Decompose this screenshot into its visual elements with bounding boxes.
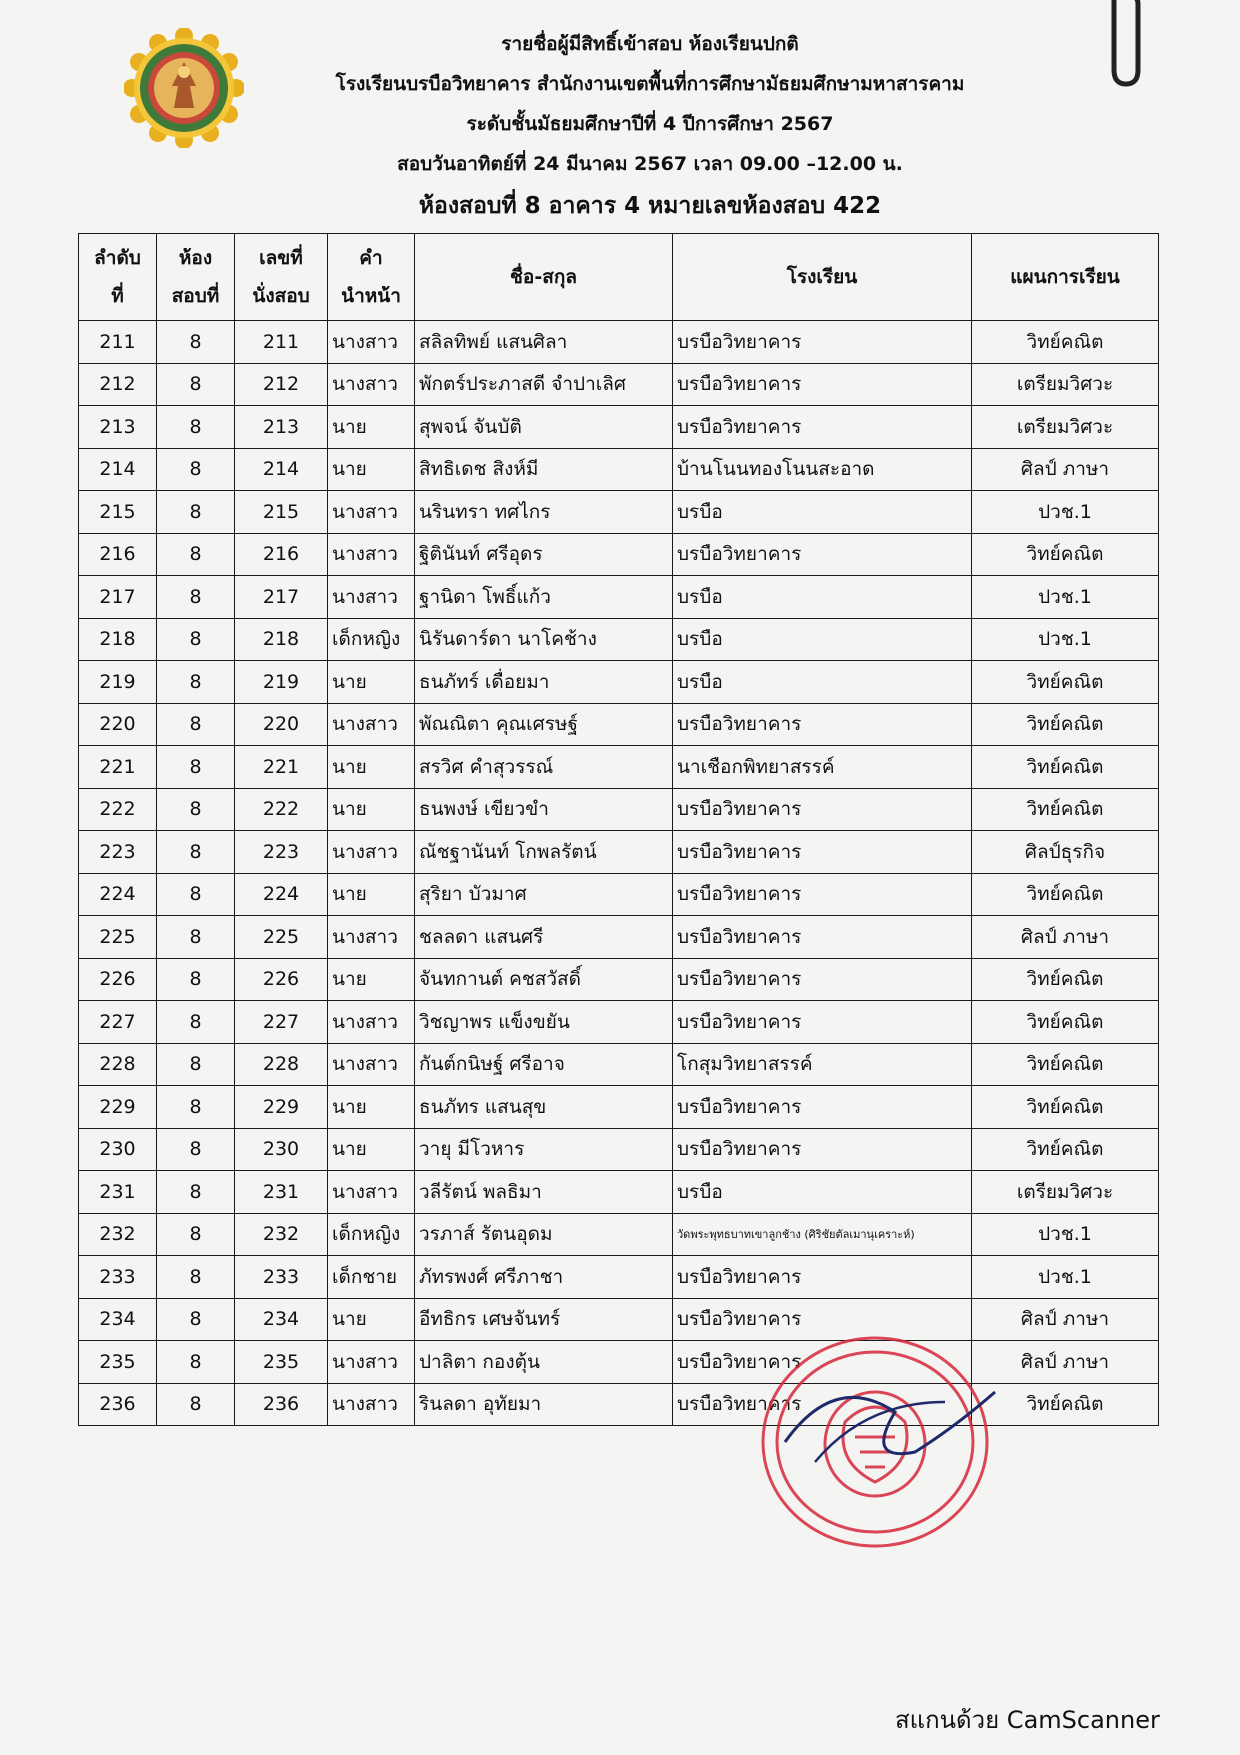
row-prefix: เด็กหญิง [328, 1213, 415, 1256]
row-plan: ศิลป์ ภาษา [972, 448, 1159, 491]
table-row [79, 746, 1159, 789]
row-seat: 223 [235, 831, 328, 874]
row-no: 221 [79, 746, 157, 789]
row-name: สรวิศ คำสุวรรณ์ [415, 746, 673, 789]
row-school: นาเชือกพิทยาสรรค์ [673, 746, 972, 789]
row-seat: 219 [235, 661, 328, 704]
row-name: พัณณิตา คุณเศรษฐ์ [415, 703, 673, 746]
row-prefix: นาย [328, 746, 415, 789]
row-prefix: นางสาว [328, 533, 415, 576]
row-name: สุริยา บัวมาศ [415, 873, 673, 916]
row-school: บรบือวิทยาคาร [673, 406, 972, 449]
row-room: 8 [157, 533, 235, 576]
row-room: 8 [157, 491, 235, 534]
row-seat: 236 [235, 1383, 328, 1426]
col-header-name: ชื่อ-สกุล [415, 234, 673, 321]
row-plan: วิทย์คณิต [972, 1043, 1159, 1086]
row-room: 8 [157, 1298, 235, 1341]
row-plan: ปวช.1 [972, 576, 1159, 619]
row-plan: เตรียมวิศวะ [972, 1171, 1159, 1214]
scanner-watermark: สแกนด้วย CamScanner [895, 1706, 1160, 1734]
table-row [79, 576, 1159, 619]
row-room: 8 [157, 363, 235, 406]
row-room: 8 [157, 1341, 235, 1384]
row-room: 8 [157, 1171, 235, 1214]
row-plan: วิทย์คณิต [972, 746, 1159, 789]
table-row [79, 1043, 1159, 1086]
table-row [79, 1171, 1159, 1214]
row-prefix: นางสาว [328, 363, 415, 406]
row-seat: 226 [235, 958, 328, 1001]
row-prefix: นาย [328, 1298, 415, 1341]
header-level: ระดับชั้นมัธยมศึกษาปีที่ 4 ปีการศึกษา 2567 [466, 113, 834, 135]
col-header-no: ลำดับ ที่ [79, 234, 157, 321]
row-seat: 213 [235, 406, 328, 449]
row-seat: 232 [235, 1213, 328, 1256]
row-school: บรบือ [673, 1171, 972, 1214]
row-no: 233 [79, 1256, 157, 1299]
row-name: ธนพงษ์ เขียวขำ [415, 788, 673, 831]
row-name: วลีรัตน์ พลธิมา [415, 1171, 673, 1214]
row-name: ณัชฐานันท์ โกพลรัตน์ [415, 831, 673, 874]
row-prefix: นาย [328, 1086, 415, 1129]
row-room: 8 [157, 448, 235, 491]
row-school: บรบือ [673, 576, 972, 619]
row-seat: 224 [235, 873, 328, 916]
row-no: 224 [79, 873, 157, 916]
row-name: ธนภัทร์ เดื่อยมา [415, 661, 673, 704]
col-header-school: โรงเรียน [673, 234, 972, 321]
row-no: 232 [79, 1213, 157, 1256]
row-room: 8 [157, 916, 235, 959]
row-seat: 228 [235, 1043, 328, 1086]
row-seat: 230 [235, 1128, 328, 1171]
row-school: บรบือวิทยาคาร [673, 1256, 972, 1299]
table-row [79, 533, 1159, 576]
row-plan: ปวช.1 [972, 1213, 1159, 1256]
row-prefix: เด็กชาย [328, 1256, 415, 1299]
row-name: รินลดา อุทัยมา [415, 1383, 673, 1426]
header-room: ห้องสอบที่ 8 อาคาร 4 หมายเลขห้องสอบ 422 [418, 193, 882, 219]
table-row [79, 788, 1159, 831]
row-seat: 216 [235, 533, 328, 576]
row-prefix: นางสาว [328, 703, 415, 746]
row-name: วิชญาพร แข็งขยัน [415, 1001, 673, 1044]
row-no: 227 [79, 1001, 157, 1044]
row-seat: 215 [235, 491, 328, 534]
row-school: บ้านโนนทองโนนสะอาด [673, 448, 972, 491]
row-school: บรบือวิทยาคาร [673, 873, 972, 916]
row-room: 8 [157, 618, 235, 661]
row-no: 226 [79, 958, 157, 1001]
row-plan: วิทย์คณิต [972, 703, 1159, 746]
row-no: 217 [79, 576, 157, 619]
roster-body [79, 321, 1159, 1426]
school-emblem-logo [124, 28, 244, 148]
row-plan: วิทย์คณิต [972, 1383, 1159, 1426]
table-row [79, 491, 1159, 534]
row-room: 8 [157, 321, 235, 364]
row-school: บรบือวิทยาคาร [673, 1341, 972, 1384]
row-seat: 231 [235, 1171, 328, 1214]
row-school: บรบือวิทยาคาร [673, 1001, 972, 1044]
row-name: ฐิตินันท์ ศรีอุดร [415, 533, 673, 576]
table-row [79, 1256, 1159, 1299]
row-plan: ปวช.1 [972, 618, 1159, 661]
row-name: วายุ มีโวหาร [415, 1128, 673, 1171]
row-no: 213 [79, 406, 157, 449]
row-school: บรบือวิทยาคาร [673, 958, 972, 1001]
row-plan: ศิลป์ ภาษา [972, 916, 1159, 959]
row-name: อีทธิกร เศษจันทร์ [415, 1298, 673, 1341]
row-prefix: นางสาว [328, 491, 415, 534]
table-row [79, 618, 1159, 661]
row-seat: 234 [235, 1298, 328, 1341]
row-school: บรบือวิทยาคาร [673, 831, 972, 874]
row-prefix: นางสาว [328, 831, 415, 874]
row-plan: ปวช.1 [972, 1256, 1159, 1299]
row-no: 231 [79, 1171, 157, 1214]
table-row [79, 1001, 1159, 1044]
row-prefix: นางสาว [328, 576, 415, 619]
row-seat: 235 [235, 1341, 328, 1384]
row-no: 236 [79, 1383, 157, 1426]
row-plan: เตรียมวิศวะ [972, 406, 1159, 449]
row-plan: ศิลป์ ภาษา [972, 1298, 1159, 1341]
row-prefix: นางสาว [328, 1001, 415, 1044]
row-no: 214 [79, 448, 157, 491]
row-prefix: นาย [328, 958, 415, 1001]
row-name: จันทกานต์ คชสวัสดิ์ [415, 958, 673, 1001]
row-school: บรบือ [673, 491, 972, 534]
exam-roster-table [78, 233, 1159, 1426]
row-school: บรบือวิทยาคาร [673, 533, 972, 576]
row-school: บรบือวิทยาคาร [673, 363, 972, 406]
row-name: ฐานิดา โพธิ์แก้ว [415, 576, 673, 619]
row-no: 218 [79, 618, 157, 661]
document-header [260, 24, 1040, 228]
row-seat: 214 [235, 448, 328, 491]
row-plan: ศิลป์ ภาษา [972, 1341, 1159, 1384]
row-prefix: นาย [328, 406, 415, 449]
row-no: 219 [79, 661, 157, 704]
row-seat: 222 [235, 788, 328, 831]
table-row [79, 363, 1159, 406]
row-plan: เตรียมวิศวะ [972, 363, 1159, 406]
row-seat: 212 [235, 363, 328, 406]
row-seat: 229 [235, 1086, 328, 1129]
table-row [79, 448, 1159, 491]
row-room: 8 [157, 746, 235, 789]
col-header-seat: เลขที่ นั่งสอบ [235, 234, 328, 321]
row-room: 8 [157, 873, 235, 916]
row-seat: 218 [235, 618, 328, 661]
row-school: บรบือวิทยาคาร [673, 321, 972, 364]
row-plan: วิทย์คณิต [972, 873, 1159, 916]
row-no: 230 [79, 1128, 157, 1171]
row-school: บรบือวิทยาคาร [673, 1086, 972, 1129]
row-seat: 211 [235, 321, 328, 364]
row-school: บรบือ [673, 618, 972, 661]
col-header-prefix: คำ นำหน้า [328, 234, 415, 321]
row-school: บรบือวิทยาคาร [673, 1298, 972, 1341]
row-no: 235 [79, 1341, 157, 1384]
table-row [79, 406, 1159, 449]
row-room: 8 [157, 576, 235, 619]
table-row [79, 661, 1159, 704]
row-school: วัดพระพุทธบาทเขาลูกช้าง (ศิริชัยตัลเมานุเคราะห์) [673, 1213, 972, 1256]
row-room: 8 [157, 1256, 235, 1299]
row-school: บรบือ [673, 661, 972, 704]
row-name: สิทธิเดช สิงห์มี [415, 448, 673, 491]
row-room: 8 [157, 1128, 235, 1171]
row-prefix: นางสาว [328, 321, 415, 364]
row-plan: วิทย์คณิต [972, 1001, 1159, 1044]
row-no: 223 [79, 831, 157, 874]
row-prefix: นาย [328, 661, 415, 704]
row-school: บรบือวิทยาคาร [673, 703, 972, 746]
row-plan: วิทย์คณิต [972, 661, 1159, 704]
row-room: 8 [157, 1086, 235, 1129]
row-room: 8 [157, 831, 235, 874]
row-name: นรินทรา ทศไกร [415, 491, 673, 534]
row-room: 8 [157, 1383, 235, 1426]
row-plan: ปวช.1 [972, 491, 1159, 534]
table-row [79, 1128, 1159, 1171]
row-prefix: นาย [328, 448, 415, 491]
row-seat: 220 [235, 703, 328, 746]
table-header-row [79, 234, 1159, 321]
row-name: ธนภัทร แสนสุข [415, 1086, 673, 1129]
row-no: 225 [79, 916, 157, 959]
row-no: 215 [79, 491, 157, 534]
table-row [79, 1213, 1159, 1256]
table-row [79, 703, 1159, 746]
row-plan: วิทย์คณิต [972, 958, 1159, 1001]
paper-clip-icon [1100, 0, 1148, 90]
row-plan: วิทย์คณิต [972, 1086, 1159, 1129]
col-header-room: ห้อง สอบที่ [157, 234, 235, 321]
official-seal-stamp [745, 1332, 1005, 1552]
row-school: บรบือวิทยาคาร [673, 788, 972, 831]
row-name: ชลลดา แสนศรี [415, 916, 673, 959]
row-school: โกสุมวิทยาสรรค์ [673, 1043, 972, 1086]
row-name: ภัทรพงศ์ ศรีภาชา [415, 1256, 673, 1299]
row-prefix: นางสาว [328, 1341, 415, 1384]
row-room: 8 [157, 661, 235, 704]
row-seat: 221 [235, 746, 328, 789]
row-no: 211 [79, 321, 157, 364]
row-no: 228 [79, 1043, 157, 1086]
row-school: บรบือวิทยาคาร [673, 1128, 972, 1171]
row-seat: 225 [235, 916, 328, 959]
table-row [79, 321, 1159, 364]
row-name: วรภาส์ รัตนอุดม [415, 1213, 673, 1256]
row-room: 8 [157, 958, 235, 1001]
row-prefix: เด็กหญิง [328, 618, 415, 661]
row-plan: วิทย์คณิต [972, 321, 1159, 364]
row-seat: 217 [235, 576, 328, 619]
row-no: 220 [79, 703, 157, 746]
table-row [79, 916, 1159, 959]
row-prefix: นาย [328, 788, 415, 831]
table-row [79, 831, 1159, 874]
row-no: 222 [79, 788, 157, 831]
row-room: 8 [157, 1213, 235, 1256]
row-prefix: นางสาว [328, 1043, 415, 1086]
row-seat: 233 [235, 1256, 328, 1299]
row-no: 212 [79, 363, 157, 406]
row-no: 229 [79, 1086, 157, 1129]
row-room: 8 [157, 406, 235, 449]
col-header-plan: แผนการเรียน [972, 234, 1159, 321]
row-name: พักตร์ประภาสดี จำปาเลิศ [415, 363, 673, 406]
row-room: 8 [157, 1043, 235, 1086]
row-plan: ศิลป์ธุรกิจ [972, 831, 1159, 874]
row-room: 8 [157, 788, 235, 831]
row-name: สลิลทิพย์ แสนศิลา [415, 321, 673, 364]
row-name: สุพจน์ จันบัติ [415, 406, 673, 449]
row-plan: วิทย์คณิต [972, 1128, 1159, 1171]
row-no: 216 [79, 533, 157, 576]
table-row [79, 1086, 1159, 1129]
row-prefix: นาย [328, 1128, 415, 1171]
row-room: 8 [157, 1001, 235, 1044]
row-prefix: นางสาว [328, 916, 415, 959]
row-school: บรบือวิทยาคาร [673, 916, 972, 959]
table-row [79, 873, 1159, 916]
row-prefix: นาย [328, 873, 415, 916]
row-school: บรบือวิทยาคาร [673, 1383, 972, 1426]
row-prefix: นางสาว [328, 1171, 415, 1214]
row-room: 8 [157, 703, 235, 746]
row-plan: วิทย์คณิต [972, 533, 1159, 576]
row-name: นิรันดาร์ดา นาโคช้าง [415, 618, 673, 661]
row-plan: วิทย์คณิต [972, 788, 1159, 831]
header-school: โรงเรียนบรบือวิทยาคาร สำนักงานเขตพื้นที่การศึกษามัธยมศึกษามหาสารคาม [335, 73, 965, 95]
row-seat: 227 [235, 1001, 328, 1044]
row-prefix: นางสาว [328, 1383, 415, 1426]
row-name: ปาลิตา กองตุ้น [415, 1341, 673, 1384]
table-row [79, 958, 1159, 1001]
header-date: สอบวันอาทิตย์ที่ 24 มีนาคม 2567 เวลา 09.00 –12.00 น. [397, 153, 903, 175]
row-name: กันต์กนิษฐ์ ศรีอาจ [415, 1043, 673, 1086]
header-title: รายชื่อผู้มีสิทธิ์เข้าสอบ ห้องเรียนปกติ [501, 33, 799, 55]
row-no: 234 [79, 1298, 157, 1341]
